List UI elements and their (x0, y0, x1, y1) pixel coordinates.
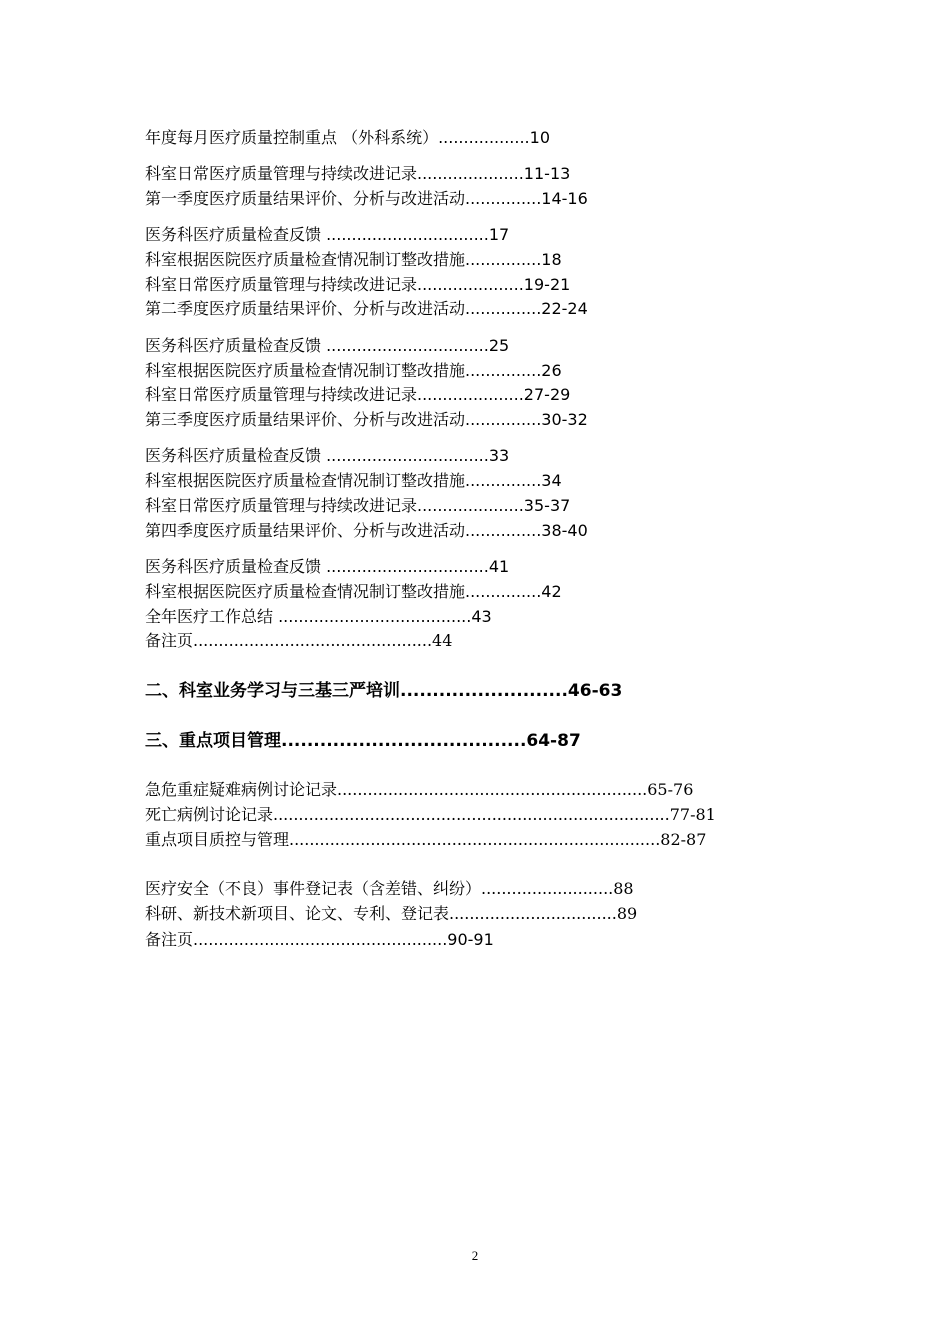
toc-entry: 科室日常医疗质量管理与持续改进记录.....................11-13 (145, 164, 571, 183)
toc-entry: 科研、新技术新项目、论文、专利、登记表.................................89 (145, 904, 638, 923)
toc-entry: 急危重症疑难病例讨论记录.............................................................65-76 (145, 780, 694, 799)
toc-entry: 科室根据医院医疗质量检查情况制订整改措施...............18 (145, 250, 562, 269)
toc-entry: 备注页..................................................90-91 (145, 930, 494, 949)
toc-entry: 医务科医疗质量检查反馈 ................................25 (145, 336, 510, 355)
toc-entry: 重点项目质控与管理.........................................................................82-87 (145, 830, 707, 849)
toc-entry: 第三季度医疗质量结果评价、分析与改进活动...............30-32 (145, 410, 588, 429)
toc-entry: 第一季度医疗质量结果评价、分析与改进活动...............14-16 (145, 189, 588, 208)
toc-entry: 全年医疗工作总结 ......................................43 (145, 607, 492, 626)
toc-entry: 医务科医疗质量检查反馈 ................................17 (145, 225, 510, 244)
toc-entry: 科室日常医疗质量管理与持续改进记录.....................19-21 (145, 275, 571, 294)
toc-section-heading: 二、科室业务学习与三基三严培训..........................46-63 (145, 681, 623, 701)
toc-entry: 医务科医疗质量检查反馈 ................................33 (145, 446, 510, 465)
toc-entry: 备注页...............................................44 (145, 631, 453, 650)
toc-entry: 科室根据医院医疗质量检查情况制订整改措施...............26 (145, 361, 562, 380)
toc-section-heading: 三、重点项目管理......................................64-87 (145, 731, 581, 751)
toc-entry: 科室根据医院医疗质量检查情况制订整改措施...............34 (145, 471, 562, 490)
toc-entry: 年度每月医疗质量控制重点 （外科系统）..................10 (145, 128, 550, 147)
toc-entry: 科室日常医疗质量管理与持续改进记录.....................27-29 (145, 385, 571, 404)
toc-entry: 第四季度医疗质量结果评价、分析与改进活动...............38-40 (145, 521, 588, 540)
toc-entry: 医务科医疗质量检查反馈 ................................41 (145, 557, 510, 576)
page-number: 2 (471, 1248, 479, 1263)
toc-entry: 科室根据医院医疗质量检查情况制订整改措施...............42 (145, 582, 562, 601)
toc-entry: 科室日常医疗质量管理与持续改进记录.....................35-37 (145, 496, 571, 515)
toc-entry: 医疗安全（不良）事件登记表（含差错、纠纷）..........................88 (145, 879, 634, 898)
toc-entry: 第二季度医疗质量结果评价、分析与改进活动...............22-24 (145, 299, 588, 318)
toc-entry: 死亡病例讨论记录..............................................................................77-81 (145, 805, 716, 824)
